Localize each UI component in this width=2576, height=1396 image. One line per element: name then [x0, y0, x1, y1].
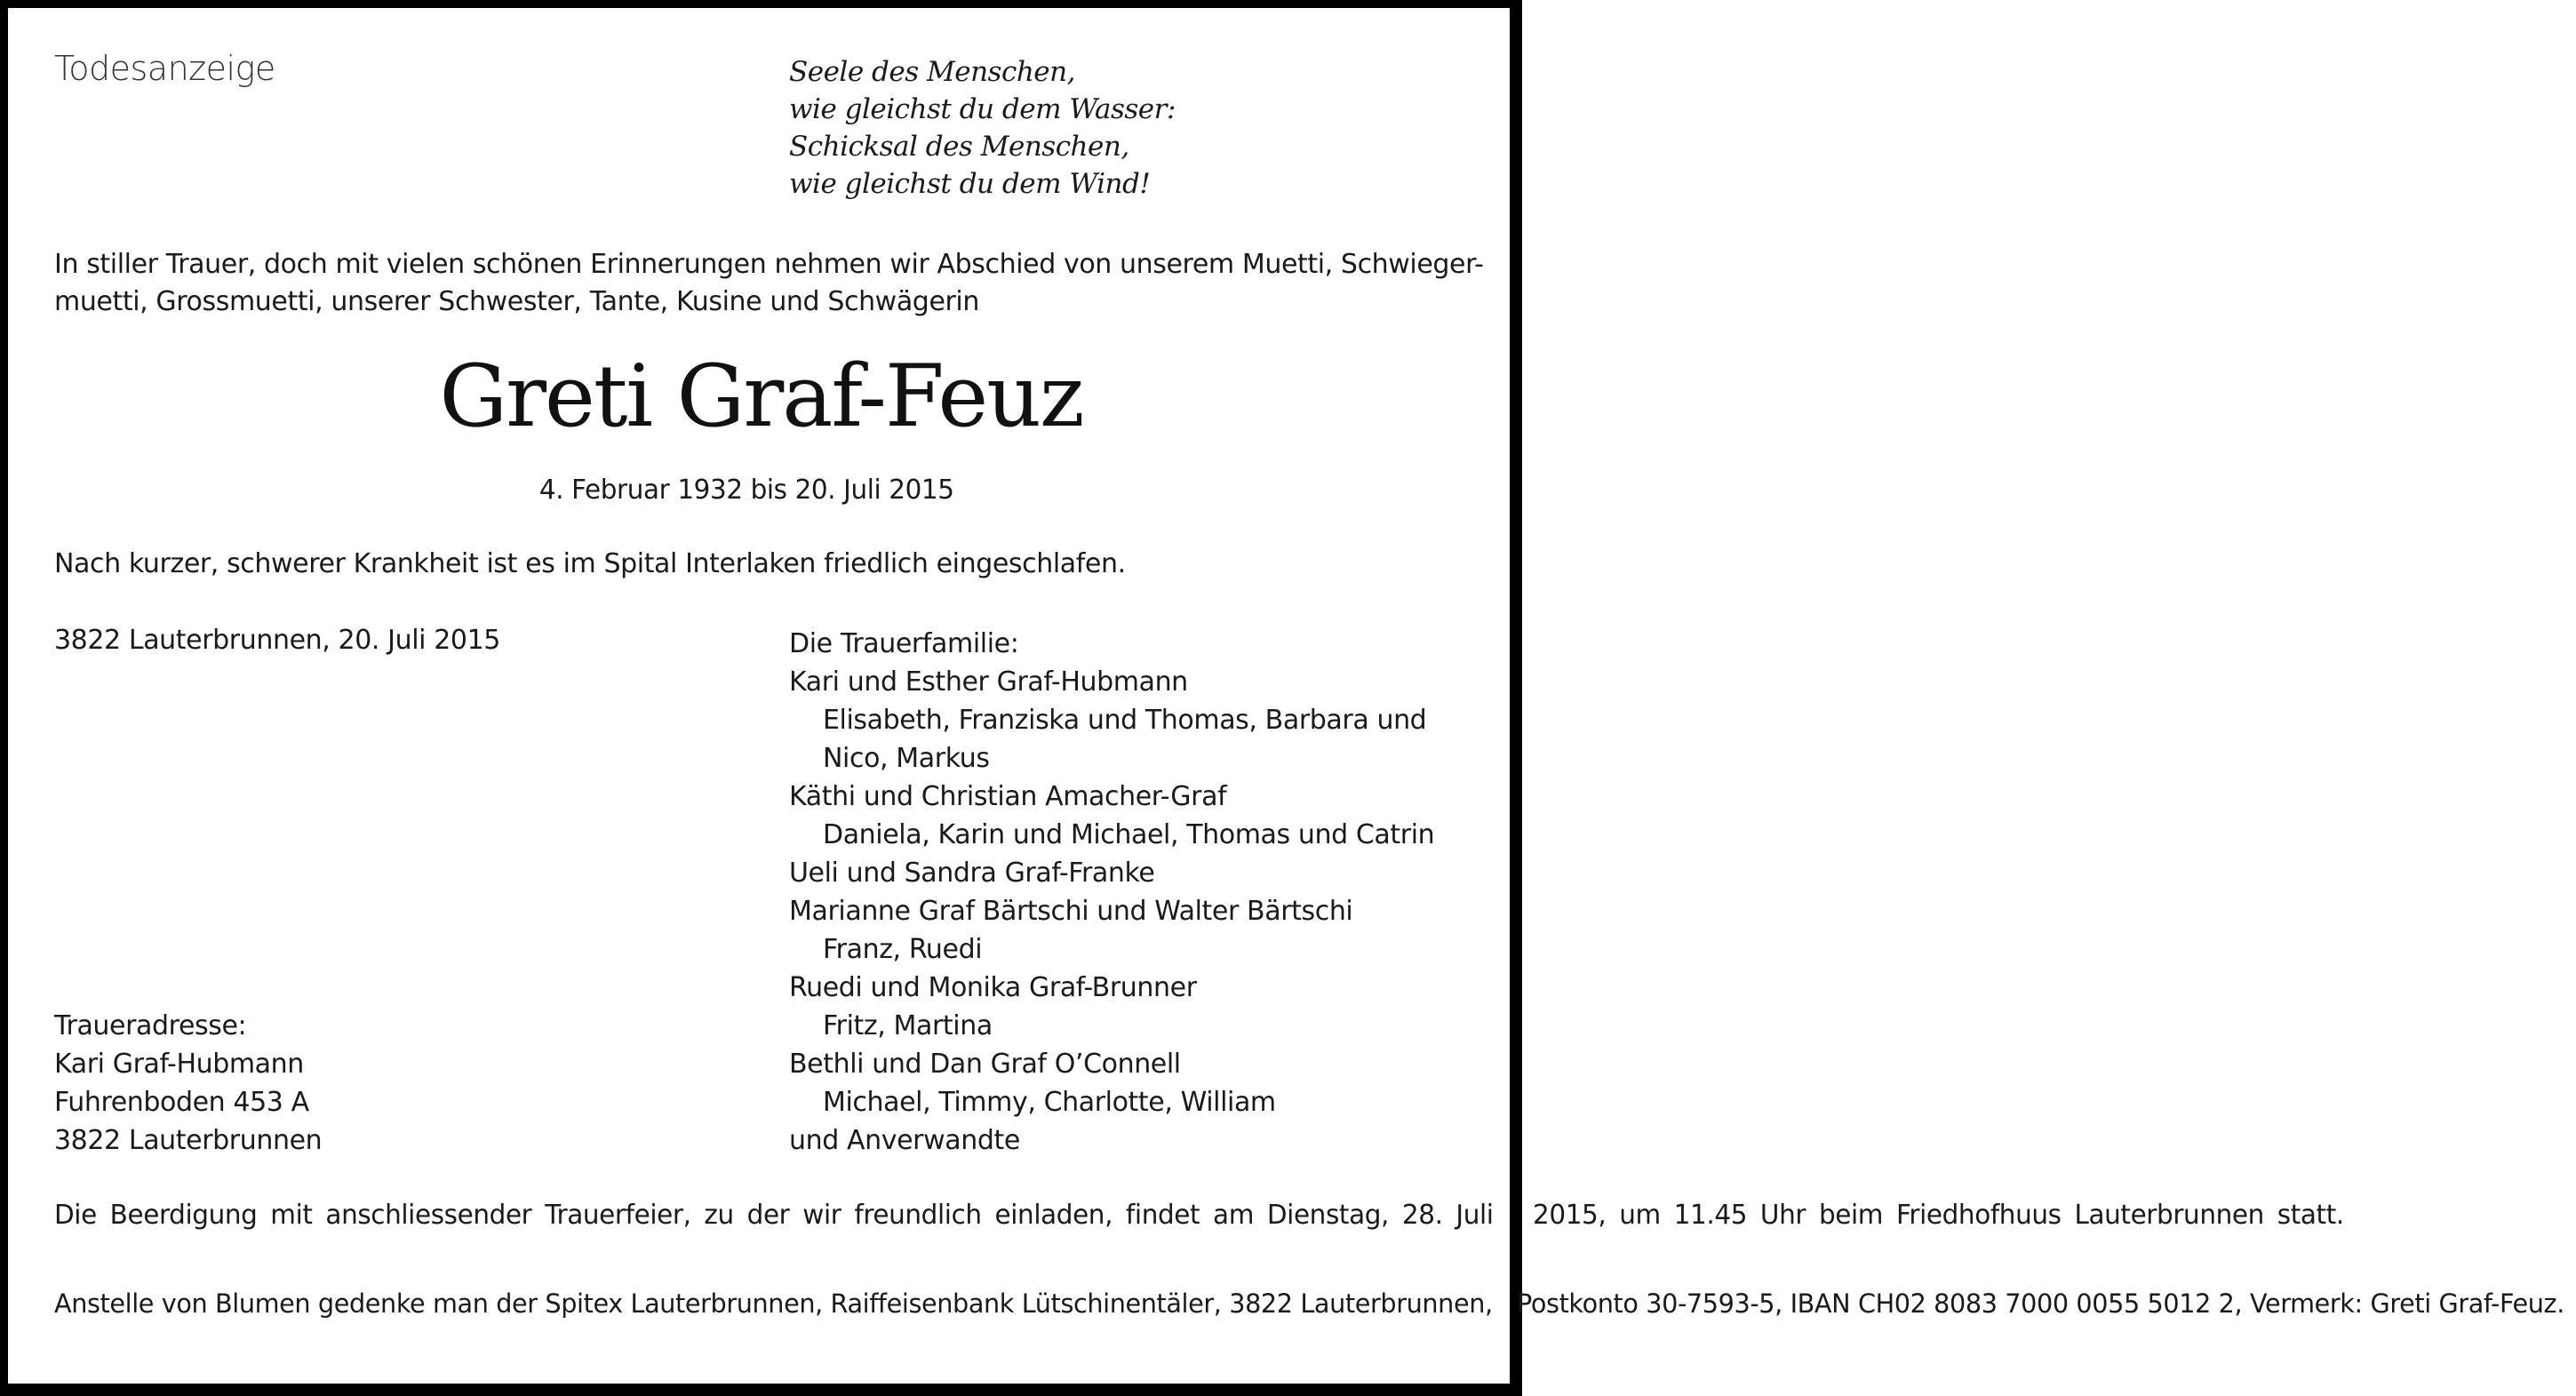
- address-name: Kari Graf-Hubmann: [54, 1049, 304, 1080]
- funeral-line: Die Beerdigung mit anschliessender Trauerfeier, zu der wir freundlich einladen, findet am Dienstag, 28. Juli: [54, 1200, 1494, 1231]
- deceased-name: Greti Graf-Feuz: [439, 347, 1083, 446]
- family-member: Kari und Esther Graf-Hubmann: [789, 666, 1188, 698]
- poem-line: Seele des Menschen,: [789, 56, 1075, 88]
- intro-line: In stiller Trauer, doch mit vielen schönen Erinnerungen nehmen wir Abschied von unserem Muetti, Schwieger-: [54, 249, 1484, 280]
- donation-line: Postkonto 30-7593-5, IBAN CH02 8083 7000 0055 5012 2, Vermerk: Greti Graf-Feuz.: [1516, 1288, 2564, 1319]
- family-member: Bethli und Dan Graf O’Connell: [789, 1049, 1181, 1080]
- family-heading: Die Trauerfamilie:: [789, 628, 1019, 659]
- family-list: [789, 625, 1434, 1160]
- intro-paragraph: [54, 246, 1484, 321]
- poem-line: wie gleichst du dem Wind!: [789, 168, 1151, 200]
- donation-info: [54, 1285, 2576, 1323]
- notice-type-heading: Todesanzeige: [54, 49, 275, 88]
- life-dates: 4. Februar 1932 bis 20. Juli 2015: [538, 475, 954, 506]
- family-member: Marianne Graf Bärtschi und Walter Bärtschi: [789, 896, 1353, 927]
- passing-text: Nach kurzer, schwerer Krankheit ist es im Spital Interlaken friedlich eingeschlafen.: [54, 548, 1126, 579]
- family-children: Fritz, Martina: [823, 1010, 993, 1041]
- family-member: Käthi und Christian Amacher-Graf: [789, 781, 1227, 812]
- family-children: Elisabeth, Franziska und Thomas, Barbara und: [823, 705, 1427, 736]
- place-date: 3822 Lauterbrunnen, 20. Juli 2015: [54, 625, 500, 656]
- family-children: Nico, Markus: [823, 743, 990, 774]
- mourning-address: [54, 1007, 322, 1160]
- poem-line: Schicksal des Menschen,: [789, 131, 1129, 163]
- address-street: Fuhrenboden 453 A: [54, 1087, 309, 1118]
- family-children: Daniela, Karin und Michael, Thomas und Catrin: [823, 819, 1435, 850]
- family-member: und Anverwandte: [789, 1125, 1020, 1156]
- funeral-line: 2015, um 11.45 Uhr beim Friedhofhuus Lauterbrunnen statt.: [1533, 1200, 2345, 1231]
- donation-line: Anstelle von Blumen gedenke man der Spitex Lauterbrunnen, Raiffeisenbank Lütschinentäler, 3822 Lauterbrunnen,: [54, 1288, 1493, 1319]
- address-label: Traueradresse:: [54, 1010, 247, 1041]
- address-city: 3822 Lauterbrunnen: [54, 1125, 323, 1156]
- family-children: Franz, Ruedi: [823, 934, 983, 965]
- poem-line: wie gleichst du dem Wasser:: [789, 93, 1176, 125]
- poem: [789, 53, 1176, 203]
- intro-line: muetti, Grossmuetti, unserer Schwester, Tante, Kusine und Schwägerin: [54, 286, 979, 317]
- family-member: Ruedi und Monika Graf-Brunner: [789, 972, 1197, 1003]
- family-member: Ueli und Sandra Graf-Franke: [789, 858, 1155, 889]
- funeral-info: [54, 1196, 2359, 1234]
- family-children: Michael, Timmy, Charlotte, William: [823, 1087, 1276, 1118]
